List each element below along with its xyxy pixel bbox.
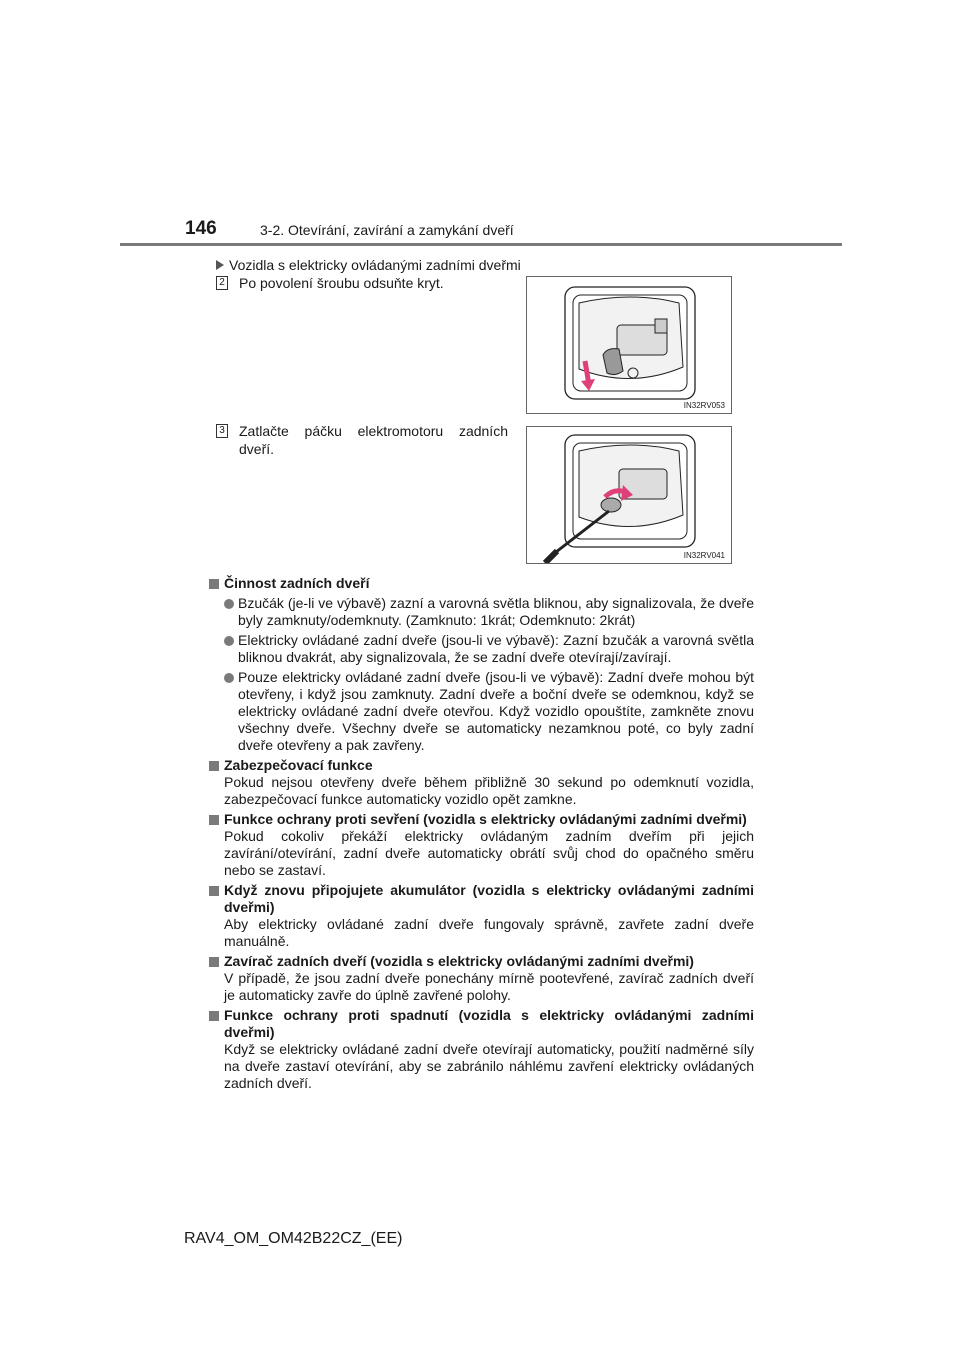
section-body: Když se elektricky ovládané zadní dveře otevírají automaticky, použití nadměrné síly na dveře zastaví otevírání, aby se zabránilo náhlému zavření elektricky ovládaných zadních dveří.: [224, 1041, 754, 1091]
section-battery-reconnect: [209, 882, 754, 950]
motor-lever-illustration: [527, 427, 731, 563]
figure-push-lever: [526, 426, 732, 564]
step-3: [216, 422, 508, 458]
circle-bullet-icon: [224, 599, 234, 609]
step-number: 3: [216, 424, 228, 438]
circle-bullet-icon: [224, 673, 234, 683]
section-fall-protection: [209, 1007, 754, 1092]
step-2: [216, 274, 508, 292]
header-divider: [120, 243, 842, 246]
section-door-closer: [209, 953, 754, 1004]
tailgate-cover-illustration: [527, 277, 731, 413]
step-number: 2: [216, 276, 228, 290]
square-bullet-icon: [209, 886, 219, 896]
square-bullet-icon: [209, 761, 219, 771]
list-item: Elektricky ovládané zadní dveře (jsou-li ve výbavě): Zazní bzučák a varovná světla bliknou dvakrát, aby signalizovala, že se zadní dveře otevírají/zavírají.: [209, 632, 754, 666]
figure-id: IN32RV053: [683, 401, 725, 410]
section-body: V případě, že jsou zadní dveře ponechány mírně pootevřené, zavírač zadních dveří je automaticky zavře do úplně zavřené polohy.: [224, 970, 754, 1003]
figure-id: IN32RV041: [683, 551, 725, 560]
sub-heading-text: Vozidla s elektricky ovládanými zadními dveřmi: [229, 257, 521, 273]
sub-heading: [216, 256, 521, 274]
step-text: Po povolení šroubu odsuňte kryt.: [239, 275, 444, 291]
section-body: Aby elektricky ovládané zadní dveře fungovaly správně, zavřete zadní dveře manuálně.: [224, 916, 754, 949]
list-item: Pouze elektricky ovládané zadní dveře (jsou-li ve výbavě): Zadní dveře mohou být otevřeny, i když jsou zamknuty. Zadní dveře a boční dveře se odemknou, když se elektricky ovládané zadní dveře otevřou. Když vozidlo opouštíte, zamkněte znovu všechny dveře. Všechny dveře se automaticky nezamknou poté, co byly zadní dveře otevřeny a pak zavřeny.: [209, 669, 754, 754]
square-bullet-icon: [209, 957, 219, 967]
arrowhead-icon: [581, 379, 595, 391]
figure-remove-cover: [526, 276, 732, 414]
section-title: 3-2. Otevírání, zavírání a zamykání dveří: [260, 222, 514, 238]
section-security: [209, 757, 754, 808]
section-heading: Zavírač zadních dveří (vozidla s elektricky ovládanými zadními dveřmi): [209, 953, 754, 970]
section-heading: Zabezpečovací funkce: [209, 757, 754, 774]
section-tailgate-operation: [209, 575, 754, 754]
step-text: Zatlačte páčku elektromotoru zadních dveří.: [239, 423, 508, 457]
section-body: Pokud cokoliv překáží elektricky ovládaným zadním dveřím při jejich zavírání/otevírání, zadní dveře automaticky obrátí svůj chod do opačného směru nebo se zastaví.: [224, 828, 754, 878]
page-number: 146: [185, 218, 217, 239]
section-heading: Když znovu připojujete akumulátor (vozidla s elektricky ovládanými zadními dveřmi): [209, 882, 754, 916]
circle-bullet-icon: [224, 636, 234, 646]
triangle-bullet-icon: [216, 260, 224, 270]
main-content: [209, 572, 754, 1092]
section-body: Pokud nejsou otevřeny dveře během přibližně 30 sekund po odemknutí vozidla, zabezpečovací funkce automaticky vozidlo opět zamkne.: [224, 774, 754, 807]
section-heading: Funkce ochrany proti sevření (vozidla s elektricky ovládanými zadními dveřmi): [209, 811, 754, 828]
footer-doc-code: RAV4_OM_OM42B22CZ_(EE): [184, 1230, 403, 1247]
square-bullet-icon: [209, 1011, 219, 1021]
section-jam-protection: [209, 811, 754, 879]
square-bullet-icon: [209, 579, 219, 589]
section-heading: Funkce ochrany proti spadnutí (vozidla s elektricky ovládanými zadními dveřmi): [209, 1007, 754, 1041]
list-item: Bzučák (je-li ve výbavě) zazní a varovná světla bliknou, aby signalizovala, že dveře byly zamknuty/odemknuty. (Zamknuto: 1krát; Odemknuto: 2krát): [209, 595, 754, 629]
section-heading: Činnost zadních dveří: [209, 575, 754, 592]
square-bullet-icon: [209, 815, 219, 825]
